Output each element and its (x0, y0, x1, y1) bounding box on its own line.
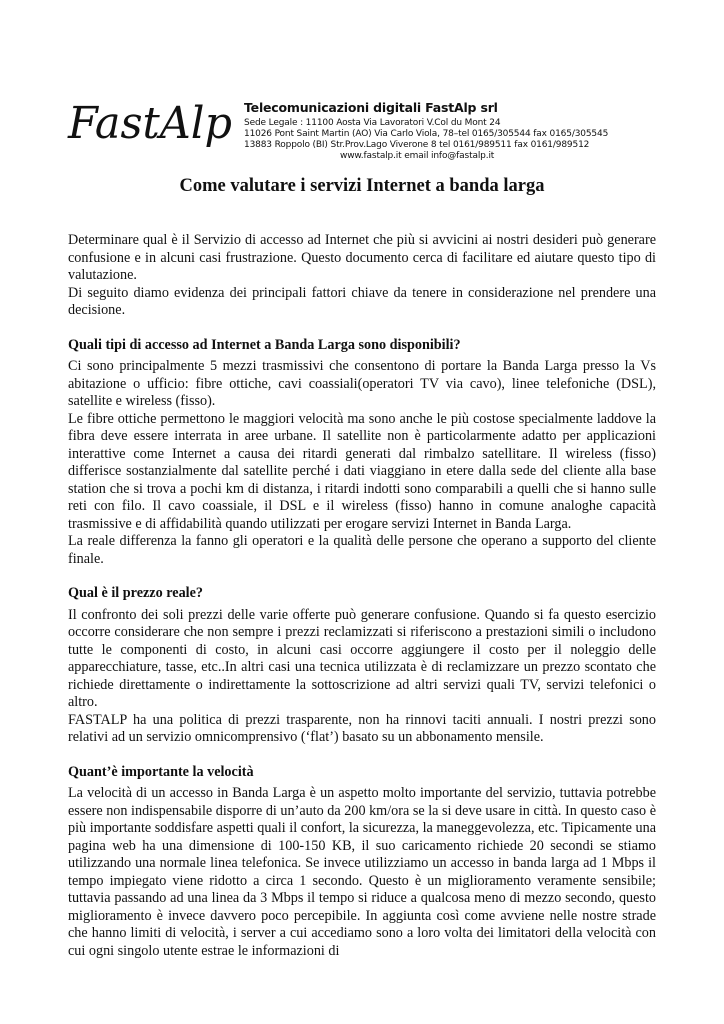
section-heading-speed: Quant’è importante la velocità (68, 763, 254, 780)
section-heading-real-price: Qual è il prezzo reale? (68, 585, 204, 601)
logo-text: FastAlp (67, 98, 232, 149)
section-3-paragraph-1: La velocità di un accesso in Banda Larga è un aspetto molto importante del servizio, tuttavia potrebbe essere non indispensabile disporre di un’auto da 200 km/ora se la si deve usare in città. In questo caso è più importante soddisfare aspetti quali il confort, la sicurezza, la maneggevolezza, etc. Tipicamente una pagina web ha una dimensione di 100-150 KB, il suo caricamento richiede 20 secondi se stiamo utilizzando una normale linea telefonica. Se invece utilizziamo un accesso in banda larga ad 1 Mbps il tempo impiegato viene ridotto a circa 1 secondo. Questo è un miglioramento veramente sensibile; tuttavia passando ad una linea da 3 Mbps il tempo si riduce a qualcosa meno di mezzo secondo, questo miglioramento è invece davvero poco percepibile. In aggiunta così come avviene nelle nostre strade che hanno limiti di velocità, i server a cui accediamo sono a loro volta dei limitatori della velocità con cui ogni singolo utente estrae le informazioni di (68, 785, 656, 959)
intro-paragraph-2: Di seguito diamo evidenza dei principali fattori chiave da tenere in considerazione nel prendere una decisione. (68, 284, 656, 318)
document-body (68, 232, 656, 960)
web-email-line: www.fastalp.it email info@fastalp.it (340, 151, 495, 161)
section-heading-access-types: Quali tipi di accesso ad Internet a Banda Larga sono disponibili? (68, 336, 461, 353)
section-2-paragraph-1: Il confronto dei soli prezzi delle varie offerte può generare confusione. Quando si fa questo esercizio occorre considerare che non sempre i prezzi reclamizzati si riferiscono a prestazioni simili o includono tutte le componenti di costo, in alcuni casi occorre aggiungere il costo per il noleggio delle apparecchiature, tasse, etc..In altri casi una tecnica utilizzata è di reclamizzare un prezzo scontato che richiede direttamente o indirettamente la sottoscrizione ad altri servizi quali TV, servizi telefonici o altro. (68, 606, 656, 710)
address-line-3: 13883 Roppolo (BI) Str.Prov.Lago Viverone 8 tel 0161/989511 fax 0161/989512 (244, 140, 590, 150)
section-2-paragraph-2: FASTALP ha una politica di prezzi trasparente, non ha rinnovi taciti annuali. I nostri prezzi sono relativi ad un servizio omnicomprensivo (‘flat’) basato su un abbonamento mensile. (68, 711, 656, 745)
fastalp-logo (66, 92, 236, 156)
logo-script-graphic (66, 92, 236, 156)
section-1-paragraph-2: Le fibre ottiche permettono le maggiori velocità ma sono anche le più costose specialmente laddove la fibra deve essere interrata in aree urbane. Il satellite non è particolarmente adatto per applicazioni interattive come Internet a causa dei ritardi generati dal rimbalzo satellitare. Il wireless (fisso) differisce sostanzialmente dal satellite perché i dati viaggiano in etere dalla sede del cliente alla base station che si trova a pochi km di distanza, i ritardi indotti sono comparabili a quelli che si hanno sulle reti con filo. Il cavo coassiale, il DSL e il wireless (fisso) hanno in comune analoghe capacità trasmissive e di affidabilità quando utilizzati per erogare servizi Internet in Banda Larga. (68, 410, 656, 532)
company-name: Telecomunicazioni digitali FastAlp srl (244, 100, 498, 115)
section-1-paragraph-1: Ci sono principalmente 5 mezzi trasmissivi che consentono di portare la Banda Larga presso la Vs abitazione o ufficio: fibre ottiche, cavi coassiali(operatori TV via cavo), linee telefoniche (DSL), satellite e wireless (fisso). (68, 358, 656, 409)
intro-paragraph-1: Determinare qual è il Servizio di accesso ad Internet che più si avvicini ai nostri desideri può generare confusione e in alcuni casi frustrazione. Questo documento cerca di facilitare ed aiutare questo tipo di valutazione. (68, 232, 656, 283)
document-title: Come valutare i servizi Internet a banda larga (179, 176, 545, 196)
address-line-1: Sede Legale : 11100 Aosta Via Lavoratori V.Col du Mont 24 (244, 118, 501, 128)
company-header (244, 100, 664, 162)
section-1-paragraph-3: La reale differenza la fanno gli operatori e la qualità delle persone che operano a supporto del cliente finale. (68, 533, 656, 567)
address-line-2: 11026 Pont Saint Martin (AO) Via Carlo Viola, 78–tel 0165/305544 fax 0165/305545 (244, 129, 609, 139)
